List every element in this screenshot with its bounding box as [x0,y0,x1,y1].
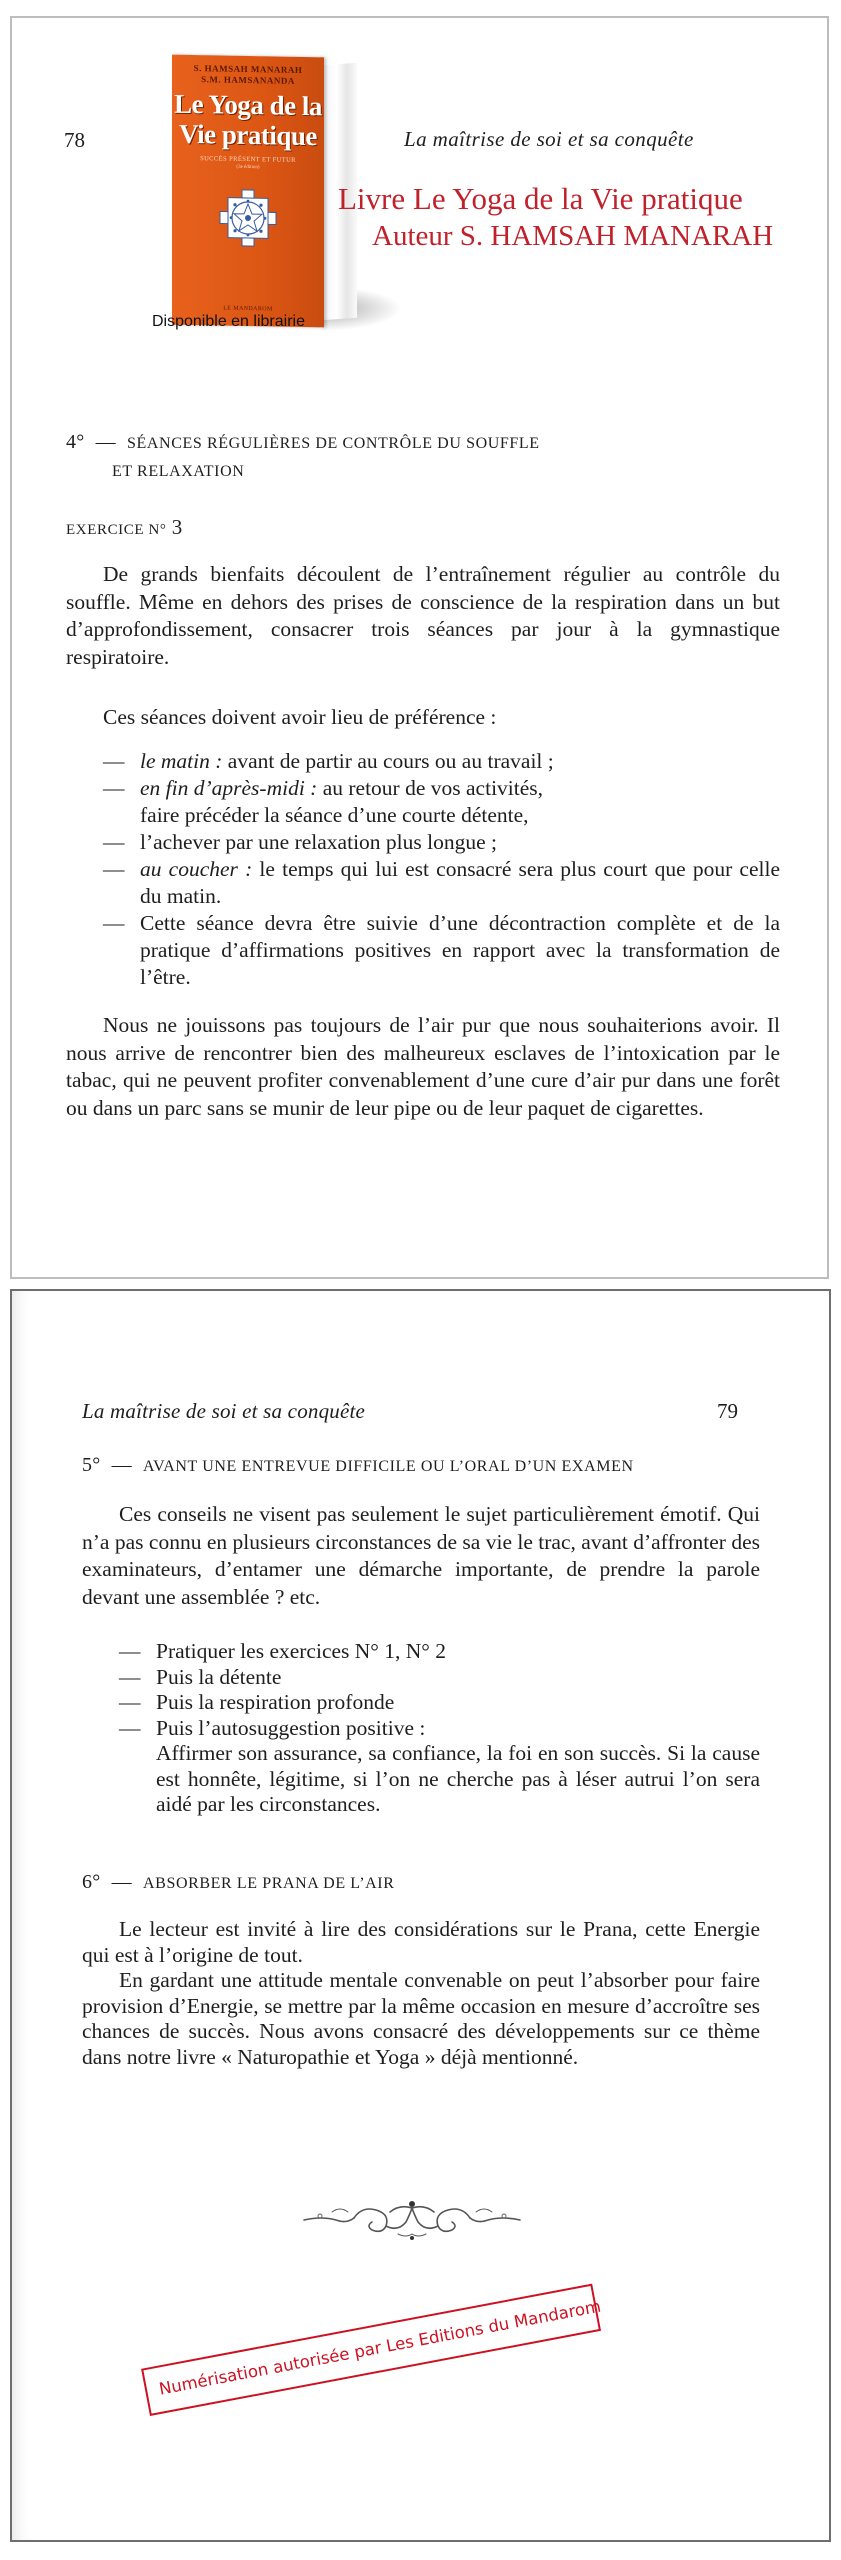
list-item [119,1690,760,1716]
section-dash: — [111,1454,132,1476]
authorization-stamp [141,2284,601,2416]
promo-book-title[interactable]: Livre Le Yoga de la Vie pratique [338,181,743,216]
section-title: ABSORBER LE PRANA DE L’AIR [143,1875,395,1892]
section-dash: — [95,431,116,453]
list-item-text: le temps qui lui est consacré sera plus court que pour celle du matin. [140,857,781,908]
cover-subtitle: SUCCÈS PRÉSENT ET FUTUR [200,155,296,164]
list-item [103,856,780,910]
section-4-heading-line-2 [112,459,244,482]
list-dash: — [119,1639,141,1663]
section-title-line-2: ET RELAXATION [112,463,245,480]
list-dash: — [103,749,125,773]
list-item [119,1665,760,1691]
list-dash: — [119,1715,141,1740]
list-item-emphasis: au coucher : [140,857,253,881]
section-number: 5° [82,1454,101,1476]
list-item-text: faire précéder la séance d’une courte détente, [140,803,529,827]
section-4-heading [66,431,540,454]
promo-author: Auteur S. HAMSAH MANARAH [372,220,774,252]
list-item [103,802,780,829]
list-item [103,748,780,775]
list-dash: — [103,911,125,935]
paragraph-2 [66,704,780,732]
exercise-heading [66,515,182,540]
paragraph-2 [82,1917,760,2070]
list-item [119,1741,760,1818]
exercise-number: 3 [171,515,183,539]
section-number: 4° [66,431,85,453]
section-title: AVANT UNE ENTREVUE DIFFICILE OU L’ORAL D’UN EXAMEN [143,1458,634,1475]
book-page-78 [10,16,829,1279]
list-item-text: Puis l’autosuggestion positive : [156,1715,426,1740]
cover-author-2: S.M. HAMSANANDA [201,74,295,86]
paragraph-text: Ces conseils ne visent pas seulement le sujet particulièrement émotif. Qui n’a pas connu en plusieurs circonstances de sa vie le trac, avant d’affronter des examinateurs, d’entamer une démarche importante, de prendre la parole devant une assemblée ? etc. [82,1502,760,1609]
steps-list [119,1639,760,1818]
list-item [119,1639,760,1665]
cover-title-line-1: Le Yoga de la [174,88,322,122]
section-6-heading [82,1871,395,1894]
list-dash: — [103,776,125,800]
paragraph-text: Nous ne jouissons pas toujours de l’air pur que nous souhaiterions avoir. Il nous arrive de rencontrer bien des malheureux esclaves de l’intoxication par le tabac, qui ne peuvent profiter convenablement d’une cure d’air pur dans une forêt ou dans un parc sans se munir de leur pipe ou de leur paquet de cigarettes. [66,1013,780,1120]
cover-title-line-2: Vie pratique [179,118,317,152]
list-item [119,1716,760,1742]
section-number: 6° [82,1871,101,1893]
cover-publisher: LE MANDAROM [223,305,273,313]
running-head: La maîtrise de soi et sa conquête [82,1399,366,1423]
list-dash: — [119,1664,141,1689]
list-item-text: Puis la détente [156,1664,282,1689]
book-cover [172,55,324,328]
paragraph-1 [82,1501,760,1611]
section-5-heading [82,1454,634,1477]
flourish-ornament-icon [302,2194,522,2242]
cover-author-1: S. HAMSAH MANARAH [193,63,303,75]
page-number: 78 [64,128,85,152]
paragraph-3 [66,1012,780,1122]
list-item-text: Pratiquer les exercices N° 1, N° 2 [156,1639,447,1663]
list-item-text: Cette séance devra être suivie d’une décontraction complète et de la pratique d’affirmations positives en rapport avec la transformation de l’être. [140,911,780,989]
paragraph-text: En gardant une attitude mentale convenable on peut l’absorber pour faire provision d’Energie, se mettre par la même occasion en mesure d’accroître ses chances de succès. Nous avons consacré des développements sur ce thème dans notre livre « Naturopathie et Yoga » déjà mentionné. [82,1968,760,2069]
paragraph-text: Ces séances doivent avoir lieu de préférence : [103,705,497,729]
list-item-text: au retour de vos activités, [317,776,544,800]
list-item-text: Affirmer son assurance, sa confiance, la foi en son succès. Si la cause est honnête, légitime, si l’on ne cherche pas à léser autrui l’on sera aidé par les circonstances. [156,1741,760,1816]
list-item-emphasis: le matin : [140,749,223,773]
cover-authors [172,63,324,88]
list-item-text: Puis la respiration profonde [156,1690,395,1714]
cover-edition: (3e édition) [236,164,260,171]
list-dash: — [103,857,125,881]
yantra-icon [216,185,280,250]
paragraph-1 [66,561,780,671]
schedule-list [103,748,780,991]
list-item-text: avant de partir au cours ou au travail ; [222,749,554,773]
list-item-text: l’achever par une relaxation plus longue ; [140,830,497,854]
section-title-line-1: SÉANCES RÉGULIÈRES DE CONTRÔLE DU SOUFFLE [127,435,540,452]
list-dash: — [103,830,125,854]
page-number: 79 [717,1399,738,1423]
paragraph-text: De grands bienfaits découlent de l’entraînement régulier au contrôle du souffle. Même en dehors des prises de conscience de la respiration dans un but d’approfondissement, consacrer trois séances par jour à la gymnastique respiratoire. [66,562,780,669]
availability-caption: Disponible en librairie [152,313,305,330]
paragraph-text: Le lecteur est invité à lire des considérations sur le Prana, cette Energie qui est à l’origine de tout. [82,1917,760,1967]
stamp-text: Numérisation autorisée par Les Editions du Mandarom [157,2296,603,2399]
exercise-label: EXERCICE N° [66,522,167,538]
book-page-79 [10,1289,831,2542]
running-head: La maîtrise de soi et sa conquête [404,127,694,151]
cover-title [172,89,324,152]
list-dash: — [119,1690,141,1714]
section-dash: — [111,1871,132,1893]
list-item-emphasis: en fin d’après-midi : [140,776,318,800]
list-item [103,775,780,802]
list-item [103,829,780,856]
list-item [103,910,780,991]
